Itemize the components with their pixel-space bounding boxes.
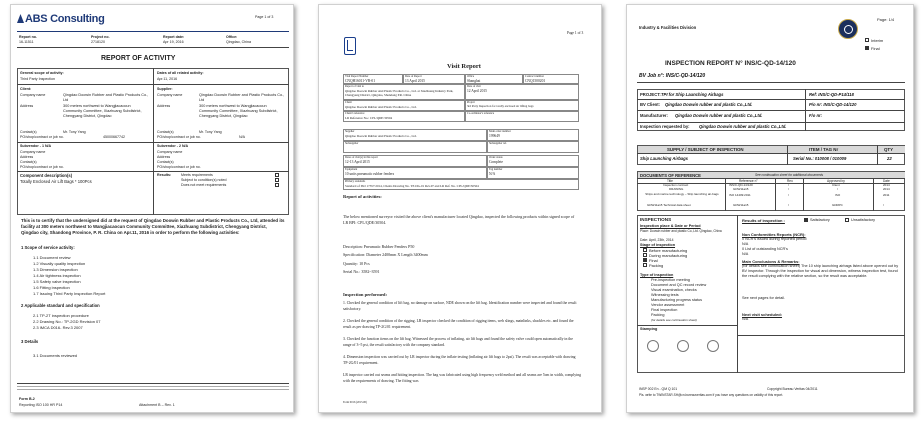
supplier-contact: Mr. Tony Yang [199, 130, 222, 134]
satisfactory-label: Satisfactory [810, 218, 830, 222]
coordinator-reference-label: Co-ordinator's reference [467, 112, 495, 115]
header-rule [17, 31, 289, 32]
stage-before: Before manufacturing [649, 248, 688, 253]
docs-row-1-title: Inspection contract [663, 183, 689, 187]
type-item-2: Document and QC record review [651, 283, 707, 287]
docs-row-4-rev: / [788, 203, 789, 207]
fo-label: F/o nr: [809, 113, 823, 118]
report-no-value: 16-11511 [19, 40, 34, 44]
sec3-item-1: 3.1 Documents reviewed [33, 353, 78, 358]
section-2-heading: 2 Applicable standard and specification [21, 303, 100, 308]
ncr-line-1: 0 NCR's issued during reported period [742, 237, 807, 241]
client-company: Qingdao Doowin Rubber and Plastic Products Co., Ltd [63, 93, 149, 103]
type-item-8: Packing [651, 313, 665, 317]
visit-report-number-label: Visit Report Number [345, 75, 369, 78]
client-reference-label: Client's reference [345, 112, 365, 115]
bv-client-value: Qingdao Doowin rubber and plastic Co.,Ltd. [665, 102, 753, 107]
division-label: Industry & Facilities Division [639, 25, 697, 30]
see-next-pages: See next pages for detail. [742, 296, 786, 300]
documents-note: See continuation sheet for additional documents [755, 173, 824, 177]
form-footer: Form 0016 (2015.00) [343, 401, 368, 404]
result-conditions: Subject to condition(s) noted [181, 178, 227, 182]
client-label: Client [345, 101, 352, 104]
subsupplier-ref-label: Subsupplier ref. [489, 142, 507, 145]
stage-packing: Packing [649, 263, 664, 268]
project-no-value: 2718120 [91, 40, 105, 44]
supplier-contact-label: Contact(s) [157, 130, 174, 134]
client-po: 45000667742 [103, 135, 125, 139]
client-contact: Mr. Tony Yang [63, 130, 86, 134]
result-conditions-checkbox [275, 178, 279, 182]
sub2-po-label: PO/shop/contract or job no. [157, 165, 201, 169]
interim-label: Interim [871, 38, 884, 43]
contract-number-label: Contract number [525, 75, 544, 78]
date-of-report: 13 April 2015 [405, 79, 425, 83]
section-1-heading: 1 Scope of service activity: [21, 245, 75, 250]
sec2-item-3: 2.3 IMCA D016- Rev.3 2007 [33, 325, 83, 330]
quantity: Quantity: 10 Pcs [343, 261, 370, 266]
equipment-value: 10 units pneumatic rubber fenders [345, 172, 395, 176]
docs-col-reference: Reference n° [739, 179, 758, 183]
supplier-address: 300 meters northwest to Wangjiacaocun Community Committee, Xiazhuang Subdistrict, Chengyang District, Qingdao [199, 104, 278, 119]
sec2-item-1: 2.1 TP-2T inspection procedure [33, 313, 89, 318]
docs-row-3-approved: ISO [835, 193, 841, 197]
supplier-company: Qingdao Doowin Rubber and Plastic Products Co., Ltd [199, 93, 285, 103]
sec1-item-3: 1.3 Dimension inspection [33, 267, 78, 272]
section-3-heading: 3 Details [21, 339, 39, 344]
bv-inspection-report-page [626, 4, 914, 413]
supply-value: Ship Launching Airbags [640, 156, 689, 161]
report-of-visit-label: Report of visit to [345, 85, 365, 88]
manufacturer-value: Qingdao Doowin rubber and plastic Co.,Ltd. [675, 113, 763, 118]
subvendor-1: Subvendor - 1 N/A [20, 144, 52, 148]
bv-job-number: BV Job n°: INS/C-QD-14/120 [639, 73, 706, 79]
scope-label: General scope of activity: [20, 71, 64, 75]
primary-standards-label: Primary standards [345, 180, 366, 183]
office-value: Shanghai [467, 79, 481, 83]
stage-during-checkbox [643, 253, 647, 257]
visit-report-number: CNQH16011-VR-01 [345, 79, 376, 83]
stamp-icon [647, 340, 659, 352]
supplier-label: Supplier: [157, 87, 173, 91]
stage-packing-checkbox [643, 263, 647, 267]
serial-number: Serial No.: 3582~3591 [343, 269, 380, 274]
stage-before-checkbox [643, 248, 647, 252]
docs-row-2-ref: GDW11a15 [733, 187, 749, 191]
stage-final: Final [649, 258, 658, 263]
main-conclusions-label: Main Conclusions & Remarks: [742, 259, 800, 264]
sec2-item-2: 2.2 Drawing No.: TP-2GD Revision 07 [33, 319, 101, 324]
sec1-item-5: 1.5 Safety valve inspection [33, 279, 81, 284]
bv-client-label: BV Client: [640, 102, 661, 107]
order-status-value: Complete [489, 160, 503, 164]
unsatisfactory-checkbox [845, 218, 849, 222]
office-label: Office: [226, 35, 238, 39]
next-visit-value: N/A [742, 317, 749, 321]
inspections-header: INSPECTIONS [640, 217, 672, 222]
docs-row-3-date: 2011 [883, 193, 890, 197]
report-of-visit-value: Qingdao Doowin Rubber And Plastic Products Co., Ltd. at Xiazhuang Industry Park, Chengyang District, Qingdao, Shandong P.R. China [345, 89, 454, 98]
tag-number-value: N/A [489, 172, 496, 176]
supplier-value: Qingdao Doowin Rubber And Plastic Products Co., Ltd. [345, 134, 417, 138]
stamping-label: Stamping [640, 327, 658, 331]
satisfactory-checkbox [804, 218, 808, 222]
docs-row-1-rev: / [788, 183, 789, 187]
docs-row-4-title: GDW11a15 Technical data sheet [647, 203, 691, 207]
stage-label: Stage of inspection [640, 243, 676, 247]
project-label: Project [467, 101, 475, 104]
inspection-place-label: Inspection place & Date or Period [640, 224, 701, 228]
abs-logo-icon [17, 14, 24, 23]
client-address-label: Address [20, 104, 34, 108]
primary-standards-value: Standard of ISO 17357:2014, Clients Drawing No. TP-DG-01 Rev.07 and LR Ref. No. CPL/QDE/30504 [345, 184, 479, 188]
subvendor-2: Subvendor - 2 N/A [157, 144, 189, 148]
client-po-label: PO/shop/contract or job no. [20, 135, 64, 139]
docs-row-3-title: Ships and marine technology – Ship launching air-bags [645, 192, 719, 196]
sec1-item-4: 1.4 Air tightness inspection [33, 273, 81, 278]
date-of-visit-value: 12 April 2015 [467, 89, 487, 93]
docs-row-4-approved: GDRPC [832, 203, 843, 207]
result-meets-checkbox [275, 173, 279, 177]
main-order-value: 199649 [489, 134, 500, 138]
stamp-icon [677, 340, 689, 352]
requested-by-value: Qingdao Doowin rubber and plastic Co.,Ltd. [699, 124, 787, 129]
docs-row-2-title: DRAWING [669, 187, 684, 191]
final-label: Final [871, 46, 880, 51]
client-reference-value: LR Reference No.: CPL/QDE/30504 [345, 116, 393, 120]
project-no-label: Project no. [91, 35, 110, 39]
sec1-item-1: 1.1 Document review [33, 255, 71, 260]
sub2-company-label: Company name [157, 150, 183, 154]
report-date-value: Apr 19, 2016 [163, 40, 184, 44]
client-label: Client: [20, 87, 32, 91]
form-label: Form B-2 [19, 397, 35, 401]
rule [637, 82, 905, 83]
performed-item-5: LR inspector carried out seams and hitting inspection. The bag was fabricated using high frequency weld method and all seams are 5cm in width, complying with the requirements of drawing. The fitting was [343, 373, 582, 383]
serial-value: Serial No.: 010008 / 010009 [793, 156, 847, 161]
final-checkbox [865, 46, 869, 50]
inspection-place-value: Place: Doowin rubber and plastic Co.,Ltd. Qingdao, China [640, 229, 722, 233]
documents-header: DOCUMENTS OF REFERENCE [640, 173, 701, 178]
type-item-7: Final inspection [651, 308, 678, 312]
docs-row-2-approved: / [837, 187, 838, 191]
contract-number: CNQ1500201 [525, 79, 546, 83]
form-number: Reporting ISO 100 HR P14 [19, 403, 63, 407]
footer-fineprint [17, 389, 289, 390]
stage-final-checkbox [643, 258, 647, 262]
report-no-label: Report no. [19, 35, 37, 39]
po-label: P/o nr: INS/C-QD-14/120 [809, 102, 857, 107]
abs-logo: ABS Consulting [25, 13, 105, 25]
results-label: Results of inspection : [742, 218, 785, 223]
performed-item-1: 1. Checked the general condition of lift bag, no damage on surface, NDE shown on the lift bag. Identification number were inspected and found the result satisfactory. [343, 301, 577, 311]
docs-row-1-date: 2014 [883, 183, 890, 187]
unsatisfactory-label: Unsatisfactory [851, 218, 876, 222]
manufacturer-label: Manufacturer: [640, 113, 668, 118]
client-contact-label: Contact(s) [20, 130, 37, 134]
page-number: Page 1 of 3 [255, 15, 274, 19]
sub1-company-label: Company name [20, 150, 46, 154]
performed-item-4: 4. Dimension inspection was carried out by LR inspector during the inflate testing (inflating air lift bags to 2psi). The result was acceptable with drawing TP-2G/01 requirement. [343, 355, 576, 365]
item-tag-header: ITEM / TAG Nr [809, 147, 839, 152]
inspection-performed-heading: Inspection performed: [343, 292, 388, 297]
lr-logo-icon [344, 37, 356, 55]
abs-report-page [10, 4, 294, 413]
docs-col-date: Date [883, 179, 890, 183]
lr-visit-report-page [318, 4, 602, 413]
equipment-label: Equipment [345, 168, 358, 171]
interim-checkbox [865, 38, 869, 42]
docs-row-2-date: 2014 [883, 187, 890, 191]
docs-col-title: Title [667, 179, 673, 183]
footer-copyright: Copyright Bureau Veritas 04/2011 [767, 387, 818, 391]
performed-item-2: 2. Checked the general condition of the rigging. LR inspector checked the condition of rigging items, web slings, mainlinks, shackles etc. and found the result as per drawing TP-2G/01 requirement. [343, 319, 574, 329]
sub2-contact-label: Contact(s) [157, 160, 174, 164]
docs-row-1-approved: Client [832, 183, 840, 187]
sub1-contact-label: Contact(s) [20, 160, 37, 164]
tag-number-label: Tag number [489, 168, 503, 171]
ncr-label: Non Conformities Reports (NCR): [742, 232, 806, 237]
docs-row-4-date: / [883, 203, 884, 207]
visit-dates-value: 12-13 April 2015 [345, 160, 370, 164]
type-note: (for details see continuation sheet) [651, 318, 697, 322]
scope-value: Third Party Inspection [20, 77, 55, 81]
footer-fineprint [17, 386, 289, 387]
requested-by-label: Inspection requested by: [640, 124, 690, 129]
type-item-1: Pre-inspection meeting [651, 278, 690, 282]
supplier-po-label: PO/shop/contract or job no. [157, 135, 201, 139]
docs-row-2-rev: / [788, 187, 789, 191]
date-of-report-label: Date of Report [405, 75, 422, 78]
project-value: 3rd Party Inspection for totally enclosed air lifting bags [467, 104, 534, 108]
project-label: PROJECT: [640, 92, 661, 97]
activities-text: The below mentioned surveyor visited the above client's manufacturer located Qingdao, inspected the following products within signed scope of LR BPI: CPL/QDE/30504. [343, 214, 575, 225]
type-item-5: Manufacturing progress status [651, 298, 703, 302]
report-title: REPORT OF ACTIVITY [101, 55, 176, 62]
docs-row-3-rev: / [788, 193, 789, 197]
order-status-label: Order status [489, 156, 503, 159]
date-of-visit-label: Date of visit [467, 85, 481, 88]
project-value: TPI for Ship Launching Airbags [661, 92, 724, 97]
type-label: Type of inspection [640, 273, 674, 277]
activities-heading: Report of activities: [343, 194, 382, 199]
inspection-report-title: INSPECTION REPORT N° INS/C-QD-14/120 [665, 60, 796, 67]
ncr-line-3: 0 List of outstanding NCR's [742, 247, 788, 251]
sub1-address-label: Address [20, 155, 34, 159]
subsupplier-label: Subsupplier [345, 142, 359, 145]
qty-value: 22 [887, 156, 892, 161]
rule [17, 47, 289, 48]
sub2-address-label: Address [157, 155, 171, 159]
inspection-date: Date: April, 23th, 2014 [640, 238, 674, 242]
supplier-address-label: Address [157, 104, 171, 108]
main-order-label: Main order number [489, 130, 511, 133]
performed-item-3: 3. Checked the function items on the lift bag. Witnessed the process of inflating, air lift bags and found the safety valve could open automatically in the range of 3~5 psi, the result satisfactory with the company standard. [343, 337, 573, 347]
stamp-icon [707, 340, 719, 352]
qty-header: QTY [884, 147, 894, 152]
ncr-line-2: N/A [742, 242, 749, 246]
rule [17, 142, 289, 143]
component-value: Totally Enclosed Air Lift Bags * 100Pcs [20, 179, 92, 184]
supplier-po: N/A [239, 135, 245, 139]
visit-report-title: Visit Report [447, 63, 481, 70]
page-number: Page 1 of 3 [567, 31, 584, 35]
results-label: Results: [157, 173, 172, 177]
docs-row-1-ref: INS/C-QD-14/120 [729, 183, 753, 187]
rule [17, 84, 289, 85]
footer-rule [17, 383, 289, 384]
bureau-veritas-logo-icon [838, 19, 858, 39]
ncr-line-4: N/A [742, 252, 749, 256]
docs-col-approved: Approved by [827, 179, 845, 183]
main-conclusions-text: (for details see continuation sheet) The 10 ship launching airbags listed above opened out by BV inspector. Through the inspection for visual and dimension, witness inspection test, found the result complying with the relative section, so the result was acceptable. [742, 264, 899, 278]
office-value: Qingdao, China [226, 40, 251, 44]
type-item-4: Witnessing tests [651, 293, 679, 297]
type-item-6: Vendor assessment [651, 303, 685, 307]
dates-value: Apr.11, 2016 [157, 77, 178, 81]
client-address: 300 meters northwest to Wangjiacaocun Community Committee, Xiazhuang Subdistrict, Chengyang District, Qingdao [63, 104, 142, 119]
docs-row-4-ref: GDW11a15 [733, 203, 749, 207]
ref-label: Ref: INS/C-QD-P14/118 [809, 92, 854, 97]
report-date-label: Report date: [163, 35, 185, 39]
docs-col-rev: Rev. [787, 179, 794, 183]
sec1-item-6: 1.6 Fitting inspection [33, 285, 70, 290]
certify-text: This is to certify that the undersigned did at the request of Qingdao Doowin Rubber and Plastic Products Co., Ltd, attended its facility at 300 meters northwest to Wangjiacaocun Community Committee, Xiazhuang Subdistrict, Chengyang District, Qingdao city, Shandong Province, P. R. China on Apr.11, 2016 in order to perform the following activities: [21, 218, 285, 235]
specification: Specification: Diameter 2400mm X Length 3400mm [343, 252, 428, 257]
page-number: Page: 1/4 [877, 17, 895, 22]
supply-header: SUPPLY / SUBJECT OF INSPECTION [667, 147, 744, 152]
result-not-meet: Does not meet requirements [181, 183, 227, 187]
rule [17, 171, 289, 172]
component-label: Component description(s) [20, 173, 73, 178]
footer-note: Pls. write to TWINSTAR.SH@cn.bureauveritas.com if you have any questions on validity of this report. [639, 393, 784, 397]
sec1-item-7: 1.7 Issuing Third Party Inspection Report [33, 291, 106, 296]
result-not-meet-checkbox [275, 183, 279, 187]
dates-label: Dates of all related activity: [157, 71, 204, 75]
office-label: Office [467, 75, 475, 78]
type-item-3: Visual examination, checks [651, 288, 697, 292]
supplier-company-label: Company name [157, 93, 183, 97]
client-value: Qingdao Doowin Rubber And Plastic Products Co., Ltd. [345, 105, 417, 109]
client-company-label: Company name [20, 93, 46, 97]
docs-row-3-ref: ISO 14409:2011 [729, 193, 751, 197]
sec1-item-2: 1.2 Visually quality inspection [33, 261, 86, 266]
footer-form-code: INSP 002 En - QM Q 101 [639, 387, 678, 391]
next-visit-label: Next visit scheduled: [742, 312, 783, 317]
stage-during: During manufacturing [649, 253, 688, 258]
sub1-po-label: PO/shop/contract or job no. [20, 165, 64, 169]
result-meets: Meets requirements [181, 173, 213, 177]
supplier-label: Supplier [345, 130, 355, 133]
description: Description: Pneumatic Rubber Fenders P50 [343, 244, 415, 249]
visit-dates-label: Dates of visit(s) in this report [345, 156, 378, 159]
attachment-label: Attachment B – Rev. 1 [139, 403, 175, 407]
